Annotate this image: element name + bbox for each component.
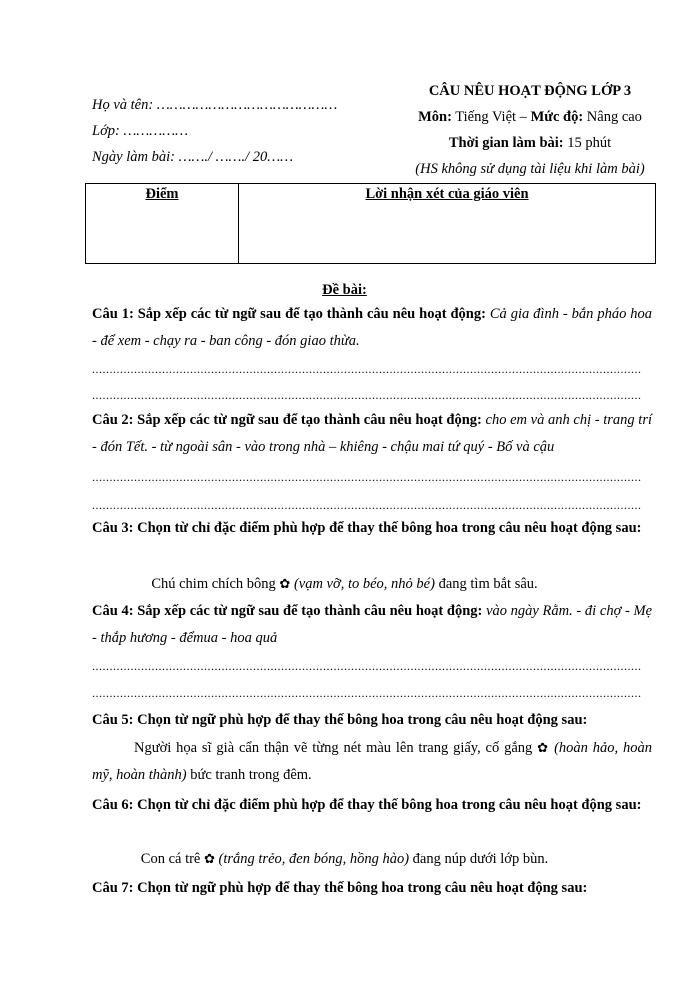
exam-time-row [380, 130, 680, 156]
answer-line-1a[interactable]: ............................................................................................................................................................. [92, 362, 642, 376]
question-5-after: bức tranh trong đêm. [190, 767, 312, 783]
student-class-blank[interactable]: …………… [123, 123, 188, 139]
student-name-blank[interactable]: …………………………………… [156, 97, 338, 113]
student-class-row [92, 118, 337, 144]
question-6-before: Con cá trê [140, 851, 201, 867]
student-date-label: Ngày làm bài: [92, 149, 175, 165]
question-3-options: (vạm vỡ, to béo, nhỏ bé) [293, 576, 435, 592]
score-header: Điểm [145, 186, 179, 202]
question-6-options: (trắng trẻo, đen bóng, hồng hào) [218, 851, 410, 867]
question-1-words: Cả gia đình - bắn pháo hoa - để xem - chạy ra - ban công - đón giao thừa. [92, 306, 653, 349]
student-name-row [92, 92, 337, 118]
time-value: 15 phút [567, 135, 612, 151]
exam-title: CÂU NÊU HOẠT ĐỘNG LỚP 3 [428, 83, 632, 99]
question-7-label: Câu 7: Chọn từ ngữ phù hợp để thay thế bông hoa trong câu nêu hoạt động sau: [92, 880, 588, 896]
flower-icon: ✿ [279, 576, 291, 591]
flower-icon: ✿ [204, 851, 215, 866]
question-2-label: Câu 2: Sắp xếp các từ ngữ sau để tạo thành câu nêu hoạt động: [92, 412, 482, 428]
answer-line-2a[interactable]: ............................................................................................................................................................. [92, 470, 642, 484]
exam-note: (HS không sử dụng tài liệu khi làm bài) [415, 161, 645, 177]
exercise-title: Đề bài: [322, 282, 367, 298]
subject-value: Tiếng Việt – [455, 109, 527, 125]
question-5-sentence [92, 734, 652, 789]
question-6-label: Câu 6: Chọn từ chỉ đặc điểm phù hợp để thay thế bông hoa trong câu nêu hoạt động sau: [92, 797, 642, 813]
question-6-sentence [0, 845, 689, 873]
student-info [92, 92, 337, 170]
comment-cell[interactable] [239, 184, 656, 264]
answer-line-2b[interactable]: ............................................................................................................................................................. [92, 498, 642, 512]
level-label: Mức độ: [530, 109, 584, 125]
student-date-blank[interactable]: ……./ ……./ 20…… [178, 149, 294, 165]
student-name-label: Họ và tên: [92, 97, 154, 113]
question-4 [92, 598, 652, 652]
question-3-sentence [0, 570, 689, 598]
comment-header: Lời nhận xét của giáo viên [365, 186, 529, 202]
exam-header [380, 78, 680, 182]
question-2-words: cho em và anh chị - trang trí - đón Tết. - từ ngoài sân - vào trong nhà – khiêng - chậu mai tứ quý - Bố và cậu [92, 412, 652, 455]
question-3-after: đang tìm bắt sâu. [438, 576, 538, 592]
question-3-label: Câu 3: Chọn từ chỉ đặc điểm phù hợp để thay thế bông hoa trong câu nêu hoạt động sau: [92, 520, 642, 536]
question-5-options: (hoàn hảo, hoàn mỹ, hoàn thành) [92, 740, 652, 783]
question-5-before: Người họa sĩ già cẩn thận vẽ từng nét màu lên trang giấy, cố gắng [134, 740, 533, 756]
question-1 [92, 301, 652, 355]
answer-line-1b[interactable]: ............................................................................................................................................................. [92, 388, 642, 402]
subject-label: Môn: [418, 109, 452, 125]
question-5-label: Câu 5: Chọn từ ngữ phù hợp để thay thế bông hoa trong câu nêu hoạt động sau: [92, 712, 588, 728]
grade-table [85, 183, 656, 264]
question-4-words: vào ngày Rằm. - đi chợ - Mẹ - thắp hương - đểmua - hoa quả [92, 603, 653, 646]
flower-icon: ✿ [537, 740, 550, 755]
score-cell[interactable] [86, 184, 239, 264]
time-label: Thời gian làm bài: [448, 135, 564, 151]
question-2 [92, 407, 652, 461]
question-4-label: Câu 4: Sắp xếp các từ ngữ sau để tạo thành câu nêu hoạt động: [92, 603, 483, 619]
student-date-row [92, 144, 337, 170]
exam-subject-row [380, 104, 680, 130]
answer-line-4a[interactable]: ............................................................................................................................................................. [92, 659, 642, 673]
question-3-before: Chú chim chích bông [151, 576, 276, 592]
level-value: Nâng cao [586, 109, 642, 125]
question-6-after: đang núp dưới lớp bùn. [412, 851, 549, 867]
answer-line-4b[interactable]: ............................................................................................................................................................. [92, 686, 642, 700]
student-class-label: Lớp: [92, 123, 120, 139]
question-1-label: Câu 1: Sắp xếp các từ ngữ sau để tạo thành câu nêu hoạt động: [92, 306, 486, 322]
